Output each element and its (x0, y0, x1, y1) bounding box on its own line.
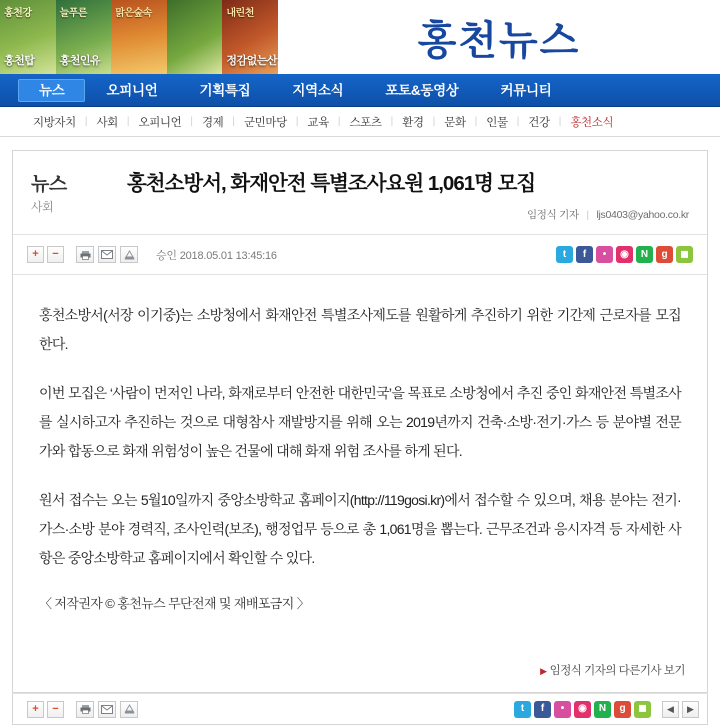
subnav-item-10[interactable]: 인물 (486, 116, 508, 129)
share-buttons-bottom (514, 701, 699, 718)
banner-cell-3 (111, 0, 167, 74)
print-icon-bottom[interactable] (76, 701, 94, 718)
nav-item-community[interactable]: 커뮤니티 (500, 83, 552, 98)
copyright-notice: 〈 저작권자 © 홍천뉴스 무단전재 및 재배포금지 〉 (39, 596, 310, 611)
print-icon[interactable] (76, 246, 94, 263)
font-increase-button[interactable]: + (27, 246, 44, 263)
share-buttons-top (556, 246, 693, 263)
approved-datetime: 2018.05.01 13:45:16 (179, 249, 277, 262)
subnav-item-5[interactable]: 군민마당 (243, 116, 287, 129)
banner-cell-1 (0, 0, 56, 74)
subnav-divider: | (190, 116, 193, 127)
share-google-icon-bottom[interactable]: g (614, 701, 631, 718)
main-navigation (0, 74, 720, 107)
approved-label: 승인 (156, 249, 177, 262)
banner-tag-3: 맑은숲속 (115, 8, 152, 19)
banner-subtag-2: 홍천인유 (59, 55, 101, 67)
subnav-divider: | (337, 116, 341, 127)
reporter-name: 임정식 기자 (526, 209, 579, 221)
nav-item-opinion[interactable]: 오피니언 (106, 83, 158, 98)
font-size-buttons-bottom (27, 701, 64, 718)
subnav-divider: | (84, 116, 88, 127)
share-twitter-icon-bottom[interactable]: t (514, 701, 531, 718)
sub-navigation (0, 107, 720, 137)
other-articles-link[interactable] (13, 622, 707, 692)
subnav-divider: | (474, 116, 478, 127)
article-paragraph-1: 홍천소방서(서장 이기중)는 소방청에서 화재안전 특별조사제도를 원활하게 추진하기 위한 기간제 근로자를 모집한다. (39, 307, 681, 352)
share-band-icon[interactable]: ◼ (676, 246, 693, 263)
share-facebook-icon-bottom[interactable]: f (534, 701, 551, 718)
subnav-item-11[interactable]: 건강 (528, 116, 550, 129)
article-toolbar-top (13, 235, 707, 275)
article-date (156, 247, 277, 263)
article-action-icons-bottom (76, 701, 138, 718)
subnav-item-2[interactable]: 사회 (96, 116, 118, 129)
share-kakaostory-icon-bottom[interactable]: • (554, 701, 571, 718)
article-paragraph-3: 원서 접수는 오는 5월10일까지 중앙소방학교 홈페이지(http://119gosi.kr)에서 접수할 수 있으며, 채용 분야는 전기·가스·소방 분야 경력직, 조사인력(보조), 행정업무 등으로 총 1,061명을 뽑는다. 근무조건과 응시자격 등 자세한 사항은 중앙소방학교 홈페이지에서 확인할 수 있다. (39, 492, 681, 566)
nav-item-local[interactable]: 지역소식 (292, 83, 344, 98)
subnav-item-7[interactable]: 스포츠 (349, 116, 382, 129)
share-instagram-icon[interactable]: ◉ (616, 246, 633, 263)
share-naver-icon-bottom[interactable]: N (594, 701, 611, 718)
other-articles-label: 임정식 기자의 다른기사 보기 (549, 665, 685, 677)
font-increase-button-bottom[interactable]: + (27, 701, 44, 718)
nav-item-photo-video[interactable]: 포토&동영상 (385, 83, 459, 98)
subnav-divider: | (126, 116, 130, 127)
prev-article-arrow-icon[interactable]: ◀ (662, 701, 679, 718)
subnav-item-4[interactable]: 경제 (201, 116, 224, 129)
subnav-item-8[interactable]: 환경 (402, 116, 424, 129)
share-instagram-icon-bottom[interactable]: ◉ (574, 701, 591, 718)
reporter-email[interactable]: ljs0403@yahoo.co.kr (596, 209, 689, 221)
share-kakaostory-icon[interactable]: • (596, 246, 613, 263)
font-decrease-button[interactable]: − (47, 246, 64, 263)
banner-subtag-1: 홍천탑 (4, 55, 35, 67)
banner-image-strip (0, 0, 278, 74)
share-naver-icon[interactable]: N (636, 246, 653, 263)
article-byline (127, 207, 689, 222)
subnav-item-1[interactable]: 지방자치 (33, 116, 76, 129)
article-paragraph-2: 이번 모집은 ‘사람이 먼저인 나라, 화재로부터 안전한 대한민국’을 목표로 소방청에서 추진 중인 화재안전 특별조사를 실시하고자 추진하는 것으로 대형참사 재발방지를 위해 오는 2019년까지 건축·소방·전기·가스 등 분야별 전문가와 합동으로 화재 위험성이 높은 건물에 대해 화재 위험 조사를 하게 된다. (39, 385, 681, 459)
share-band-icon-bottom[interactable]: ◼ (634, 701, 651, 718)
share-google-icon[interactable]: g (656, 246, 673, 263)
article-headline-wrap (127, 171, 689, 222)
scrap-icon[interactable] (120, 246, 138, 263)
scrap-icon-bottom[interactable] (120, 701, 138, 718)
article-category (31, 171, 127, 215)
font-decrease-button-bottom[interactable]: − (47, 701, 64, 718)
page-title: 홍천소방서, 화재안전 특별조사요원 1,061명 모집 (127, 172, 536, 195)
share-facebook-icon[interactable]: f (576, 246, 593, 263)
banner-cell-4 (167, 0, 223, 74)
font-size-buttons (27, 246, 64, 263)
article-toolbar-bottom (12, 693, 708, 725)
banner-subtag-5: 정감없는산 (226, 55, 278, 67)
site-header (0, 0, 720, 74)
subnav-item-3[interactable]: 오피니언 (138, 116, 182, 129)
email-icon[interactable] (98, 246, 116, 263)
byline-divider: | (586, 209, 589, 221)
caret-right-icon: ▶ (540, 666, 547, 676)
subnav-item-6[interactable]: 교육 (307, 116, 329, 129)
site-logo-text: 홍천뉴스 (417, 18, 581, 63)
pager-arrows (662, 701, 699, 718)
category-sub-label: 사회 (31, 200, 54, 214)
nav-item-special[interactable]: 기획특집 (199, 83, 251, 98)
banner-tag-1: 홍천강 (4, 8, 32, 19)
nav-item-news[interactable]: 뉴스 (18, 79, 85, 102)
email-icon-bottom[interactable] (98, 701, 116, 718)
article-title-block (13, 151, 707, 235)
subnav-divider: | (390, 116, 394, 127)
article-container (12, 150, 708, 693)
subnav-item-9[interactable]: 문화 (444, 116, 466, 129)
banner-cell-5 (222, 0, 278, 74)
banner-cell-2 (56, 0, 112, 74)
next-article-arrow-icon[interactable]: ▶ (682, 701, 699, 718)
banner-tag-5: 내린천 (226, 8, 254, 19)
banner-tag-2: 늘푸른 (59, 8, 88, 19)
article-body (13, 275, 707, 622)
subnav-divider: | (232, 116, 235, 127)
article-action-icons (76, 246, 138, 263)
subnav-item-12[interactable]: 홍천소식 (570, 116, 614, 129)
subnav-divider: | (558, 116, 562, 127)
site-logo[interactable] (278, 0, 720, 74)
subnav-divider: | (295, 116, 299, 127)
subnav-divider: | (432, 116, 436, 127)
share-twitter-icon[interactable]: t (556, 246, 573, 263)
category-main-label: 뉴스 (31, 174, 67, 195)
subnav-divider: | (516, 116, 520, 127)
